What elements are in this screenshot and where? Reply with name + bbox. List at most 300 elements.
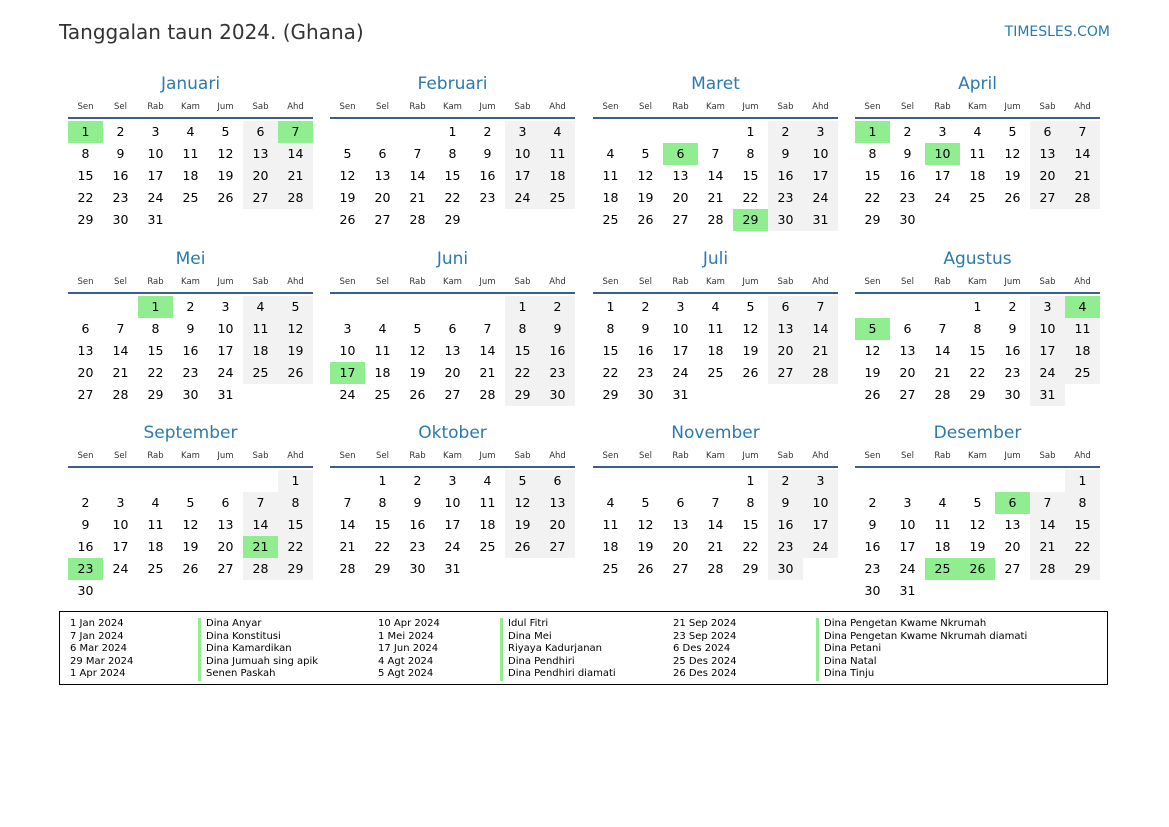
day-cell: 22: [742, 539, 759, 554]
day-cell: 25: [602, 212, 619, 227]
day-cell: 29: [864, 212, 881, 227]
day-cell: 24: [899, 561, 916, 576]
weekday-label: Ahd: [812, 102, 829, 112]
weekday-label: Kam: [968, 451, 987, 461]
day-cell: 3: [116, 495, 125, 510]
day-cell: 23: [409, 539, 426, 554]
holiday-day-cell: 23: [68, 558, 103, 580]
day-cell: 29: [602, 387, 619, 402]
day-cell: 1: [505, 296, 540, 318]
day-cell: 12: [505, 492, 540, 514]
day-cell: 3: [1030, 296, 1065, 318]
day-cell: 13: [374, 168, 391, 183]
day-cell: 2: [413, 473, 422, 488]
holiday-day-cell: 10: [925, 143, 960, 165]
day-cell: 25: [147, 561, 164, 576]
site-link[interactable]: TIMESLES.COM: [1004, 24, 1110, 40]
weekday-label: Kam: [706, 102, 725, 112]
day-cell: 18: [1065, 340, 1100, 362]
day-cell: 31: [217, 387, 234, 402]
day-cell: 18: [602, 539, 619, 554]
day-cell: 31: [444, 561, 461, 576]
day-cell: 2: [768, 470, 803, 492]
holiday-name: Dina Pengetan Kwame Nkrumah: [824, 618, 987, 629]
day-cell: 6: [540, 470, 575, 492]
day-cell: 19: [864, 365, 881, 380]
day-cell: 18: [540, 165, 575, 187]
weekday-label: Jum: [1004, 451, 1021, 461]
weekday-label: Sel: [901, 451, 914, 461]
weekday-label: Ahd: [287, 102, 304, 112]
day-cell: 1: [606, 299, 615, 314]
day-cell: 30: [409, 561, 426, 576]
day-cell: 19: [409, 365, 426, 380]
day-cell: 26: [637, 212, 654, 227]
day-cell: 7: [1030, 492, 1065, 514]
day-cell: 20: [77, 365, 94, 380]
weekday-label: Sel: [114, 102, 127, 112]
day-cell: 5: [1008, 124, 1017, 139]
day-cell: 16: [768, 165, 803, 187]
day-cell: 22: [147, 365, 164, 380]
day-cell: 17: [444, 517, 461, 532]
day-cell: 22: [602, 365, 619, 380]
day-cell: 30: [540, 384, 575, 406]
day-cell: 9: [186, 321, 195, 336]
holiday-date-column: [70, 618, 133, 681]
holiday-name: Dina Pengetan Kwame Nkrumah diamati: [824, 630, 1028, 642]
day-cell: 27: [899, 387, 916, 402]
day-cell: 22: [742, 190, 759, 205]
weekday-label: Sen: [339, 102, 356, 112]
day-cell: 3: [903, 495, 912, 510]
day-cell: 18: [602, 190, 619, 205]
holiday-name: Dina Mei: [508, 630, 552, 642]
day-cell: 7: [116, 321, 125, 336]
weekday-label: Sen: [864, 451, 881, 461]
day-cell: 6: [676, 495, 685, 510]
weekday-header: [855, 451, 1100, 463]
day-cell: 28: [707, 212, 724, 227]
weekday-label: Ahd: [812, 451, 829, 461]
day-cell: 22: [444, 190, 461, 205]
day-cell: 26: [217, 190, 234, 205]
month-name: Januari: [160, 74, 221, 94]
weekday-label: Jum: [1004, 102, 1021, 112]
day-cell: 11: [602, 517, 619, 532]
day-cell: 10: [339, 343, 356, 358]
weekday-label: Sel: [376, 277, 389, 287]
holiday-date-column: [673, 618, 737, 681]
month-name: Juni: [436, 249, 469, 269]
day-cell: 2: [483, 124, 492, 139]
month-name: Mei: [175, 249, 206, 269]
weekday-label: Sen: [602, 102, 619, 112]
day-cell: 17: [803, 514, 838, 536]
day-cell: 31: [672, 387, 689, 402]
holiday-date: 17 Jun 2024: [378, 643, 439, 654]
day-cell: 22: [969, 365, 986, 380]
header-rule: [330, 292, 575, 294]
day-cell: 23: [864, 561, 881, 576]
weekday-label: Rab: [147, 451, 164, 461]
day-cell: 4: [606, 495, 615, 510]
month-name: Agustus: [943, 249, 1012, 269]
weekday-label: Sel: [639, 102, 652, 112]
day-cell: 8: [1065, 492, 1100, 514]
day-cell: 3: [343, 321, 352, 336]
weekday-label: Sab: [1039, 102, 1056, 112]
holiday-name: Dina Kamardikan: [206, 643, 292, 654]
day-cell: 2: [868, 495, 877, 510]
weekday-label: Ahd: [287, 277, 304, 287]
day-cell: 8: [606, 321, 615, 336]
month-name: September: [143, 423, 238, 443]
day-cell: 24: [505, 187, 540, 209]
day-cell: 9: [768, 492, 803, 514]
day-cell: 17: [934, 168, 951, 183]
day-cell: 2: [641, 299, 650, 314]
day-cell: 12: [969, 517, 986, 532]
weekday-label: Sen: [339, 451, 356, 461]
day-cell: 7: [938, 321, 947, 336]
day-cell: 28: [1030, 558, 1065, 580]
day-cell: 12: [742, 321, 759, 336]
holiday-name: Dina Pendhiri: [508, 655, 575, 667]
day-cell: 6: [1030, 121, 1065, 143]
day-cell: 12: [637, 168, 654, 183]
day-cell: 13: [217, 517, 234, 532]
day-cell: 5: [221, 124, 230, 139]
day-cell: 17: [112, 539, 129, 554]
day-cell: 18: [934, 539, 951, 554]
month-name: Maret: [691, 74, 740, 94]
day-cell: 30: [1004, 387, 1021, 402]
day-cell: 2: [116, 124, 125, 139]
day-cell: 6: [81, 321, 90, 336]
day-cell: 27: [77, 387, 94, 402]
day-cell: 30: [77, 583, 94, 598]
day-cell: 15: [147, 343, 164, 358]
day-cell: 27: [672, 212, 689, 227]
day-cell: 18: [374, 365, 391, 380]
day-cell: 7: [711, 495, 720, 510]
day-cell: 13: [1004, 517, 1021, 532]
day-cell: 17: [505, 165, 540, 187]
day-cell: 26: [409, 387, 426, 402]
day-cell: 1: [746, 124, 755, 139]
day-cell: 7: [343, 495, 352, 510]
holiday-name: Idul Fitri: [508, 618, 549, 629]
month-name: Februari: [417, 74, 488, 94]
day-cell: 23: [637, 365, 654, 380]
day-cell: 23: [540, 362, 575, 384]
day-cell: 10: [444, 495, 461, 510]
day-cell: 3: [448, 473, 457, 488]
day-cell: 15: [374, 517, 391, 532]
day-cell: 19: [637, 190, 654, 205]
weekday-label: Kam: [181, 451, 200, 461]
weekday-header: [593, 277, 838, 289]
day-cell: 21: [409, 190, 426, 205]
day-cell: 14: [1030, 514, 1065, 536]
weekday-label: Ahd: [1074, 102, 1091, 112]
holiday-date: 21 Sep 2024: [673, 618, 737, 629]
weekday-label: Jum: [479, 102, 496, 112]
weekday-label: Sel: [376, 102, 389, 112]
day-cell: 1: [973, 299, 982, 314]
day-cell: 8: [746, 146, 755, 161]
day-cell: 8: [151, 321, 160, 336]
day-cell: 10: [505, 143, 540, 165]
day-cell: 2: [1008, 299, 1017, 314]
header-rule: [330, 466, 575, 468]
day-cell: 18: [147, 539, 164, 554]
day-cell: 13: [243, 143, 278, 165]
day-cell: 15: [1065, 514, 1100, 536]
weekday-label: Sen: [77, 451, 94, 461]
header-rule: [68, 117, 313, 119]
day-cell: 26: [182, 561, 199, 576]
day-cell: 5: [505, 470, 540, 492]
day-cell: 28: [707, 561, 724, 576]
day-cell: 2: [186, 299, 195, 314]
weekday-label: Sab: [514, 277, 531, 287]
day-cell: 23: [182, 365, 199, 380]
day-cell: 16: [637, 343, 654, 358]
day-cell: 2: [903, 124, 912, 139]
header-rule: [855, 292, 1100, 294]
day-cell: 23: [1004, 365, 1021, 380]
weekday-label: Sen: [864, 102, 881, 112]
day-cell: 21: [707, 190, 724, 205]
day-cell: 27: [1004, 561, 1021, 576]
weekday-label: Sel: [639, 451, 652, 461]
day-cell: 29: [77, 212, 94, 227]
day-cell: 21: [1030, 536, 1065, 558]
day-cell: 11: [243, 318, 278, 340]
holiday-name: Dina Tinju: [824, 668, 875, 679]
holiday-name: Dina Anyar: [206, 618, 262, 629]
day-cell: 19: [217, 168, 234, 183]
day-cell: 24: [803, 187, 838, 209]
day-cell: 17: [147, 168, 164, 183]
day-cell: 31: [803, 209, 838, 231]
header-rule: [68, 292, 313, 294]
day-cell: 25: [479, 539, 496, 554]
day-cell: 4: [186, 124, 195, 139]
weekday-label: Rab: [672, 277, 689, 287]
day-cell: 3: [221, 299, 230, 314]
day-cell: 9: [768, 143, 803, 165]
day-cell: 6: [378, 146, 387, 161]
weekday-label: Sel: [901, 102, 914, 112]
day-cell: 29: [505, 384, 540, 406]
weekday-label: Kam: [443, 102, 462, 112]
day-cell: 1: [448, 124, 457, 139]
day-cell: 16: [540, 340, 575, 362]
holiday-date: 7 Jan 2024: [70, 630, 124, 642]
holiday-name-column: [816, 618, 1027, 681]
day-cell: 5: [641, 146, 650, 161]
day-cell: 10: [672, 321, 689, 336]
day-cell: 9: [868, 517, 877, 532]
day-cell: 14: [934, 343, 951, 358]
day-cell: 28: [339, 561, 356, 576]
day-cell: 6: [768, 296, 803, 318]
day-cell: 17: [217, 343, 234, 358]
day-cell: 11: [182, 146, 199, 161]
day-cell: 24: [934, 190, 951, 205]
day-cell: 6: [903, 321, 912, 336]
day-cell: 6: [448, 321, 457, 336]
day-cell: 3: [938, 124, 947, 139]
day-cell: 14: [278, 143, 313, 165]
weekday-label: Rab: [934, 277, 951, 287]
month-name: Juli: [702, 249, 729, 269]
day-cell: 19: [339, 190, 356, 205]
day-cell: 22: [374, 539, 391, 554]
day-cell: 22: [864, 190, 881, 205]
day-cell: 7: [243, 492, 278, 514]
day-cell: 9: [413, 495, 422, 510]
weekday-label: Sab: [777, 451, 794, 461]
day-cell: 29: [969, 387, 986, 402]
day-cell: 15: [278, 514, 313, 536]
day-cell: 12: [339, 168, 356, 183]
holiday-list: [59, 611, 1108, 685]
weekday-label: Kam: [443, 451, 462, 461]
day-cell: 20: [540, 514, 575, 536]
day-cell: 14: [479, 343, 496, 358]
day-cell: 15: [742, 168, 759, 183]
day-cell: 24: [672, 365, 689, 380]
day-cell: 12: [864, 343, 881, 358]
day-cell: 13: [899, 343, 916, 358]
day-cell: 10: [1030, 318, 1065, 340]
weekday-label: Sel: [114, 451, 127, 461]
day-cell: 28: [278, 187, 313, 209]
day-cell: 13: [1030, 143, 1065, 165]
day-cell: 3: [151, 124, 160, 139]
day-cell: 18: [707, 343, 724, 358]
day-cell: 14: [409, 168, 426, 183]
day-cell: 9: [641, 321, 650, 336]
day-cell: 18: [243, 340, 278, 362]
day-cell: 11: [147, 517, 164, 532]
day-cell: 8: [81, 146, 90, 161]
day-cell: 24: [1030, 362, 1065, 384]
day-cell: 4: [711, 299, 720, 314]
day-cell: 17: [899, 539, 916, 554]
day-cell: 17: [1030, 340, 1065, 362]
day-cell: 13: [77, 343, 94, 358]
day-cell: 23: [768, 187, 803, 209]
day-cell: 6: [243, 121, 278, 143]
day-cell: 9: [483, 146, 492, 161]
day-cell: 5: [186, 495, 195, 510]
weekday-label: Sen: [864, 277, 881, 287]
day-cell: 7: [711, 146, 720, 161]
weekday-label: Sab: [777, 102, 794, 112]
day-cell: 5: [278, 296, 313, 318]
day-cell: 12: [637, 517, 654, 532]
day-cell: 4: [483, 473, 492, 488]
day-cell: 20: [374, 190, 391, 205]
page-title: Tanggalan taun 2024. (Ghana): [59, 20, 364, 44]
holiday-day-cell: 6: [995, 492, 1030, 514]
day-cell: 28: [1065, 187, 1100, 209]
day-cell: 22: [77, 190, 94, 205]
day-cell: 19: [742, 343, 759, 358]
day-cell: 7: [483, 321, 492, 336]
month-name: Desember: [933, 423, 1022, 443]
day-cell: 16: [409, 517, 426, 532]
weekday-label: Rab: [147, 277, 164, 287]
day-cell: 8: [448, 146, 457, 161]
day-cell: 9: [903, 146, 912, 161]
day-cell: 20: [1004, 539, 1021, 554]
day-cell: 29: [147, 387, 164, 402]
day-cell: 20: [217, 539, 234, 554]
day-cell: 4: [938, 495, 947, 510]
weekday-label: Kam: [706, 277, 725, 287]
day-cell: 22: [278, 536, 313, 558]
weekday-label: Kam: [443, 277, 462, 287]
day-cell: 15: [505, 340, 540, 362]
day-cell: 23: [479, 190, 496, 205]
day-cell: 1: [378, 473, 387, 488]
weekday-label: Sab: [1039, 277, 1056, 287]
weekday-label: Rab: [934, 102, 951, 112]
day-cell: 13: [672, 168, 689, 183]
day-cell: 15: [969, 343, 986, 358]
day-cell: 25: [182, 190, 199, 205]
weekday-label: Jum: [479, 277, 496, 287]
day-cell: 8: [868, 146, 877, 161]
holiday-name: Senen Paskah: [206, 668, 276, 679]
day-cell: 16: [77, 539, 94, 554]
day-cell: 28: [934, 387, 951, 402]
weekday-label: Rab: [409, 451, 426, 461]
day-cell: 4: [540, 121, 575, 143]
day-cell: 15: [444, 168, 461, 183]
day-cell: 16: [899, 168, 916, 183]
weekday-label: Sab: [252, 277, 269, 287]
day-cell: 28: [803, 362, 838, 384]
day-cell: 11: [479, 495, 496, 510]
weekday-header: [593, 451, 838, 463]
day-cell: 6: [221, 495, 230, 510]
day-cell: 30: [768, 209, 803, 231]
day-cell: 14: [707, 517, 724, 532]
month-name: April: [958, 74, 997, 94]
day-cell: 30: [182, 387, 199, 402]
weekday-label: Sab: [252, 102, 269, 112]
holiday-name: Riyaya Kadurjanan: [508, 643, 603, 654]
holiday-day-cell: 7: [278, 121, 313, 143]
day-cell: 27: [217, 561, 234, 576]
day-cell: 18: [182, 168, 199, 183]
day-cell: 3: [803, 121, 838, 143]
day-cell: 14: [243, 514, 278, 536]
weekday-header: [68, 451, 313, 463]
day-cell: 26: [339, 212, 356, 227]
day-cell: 9: [81, 517, 90, 532]
day-cell: 5: [343, 146, 352, 161]
weekday-label: Rab: [147, 102, 164, 112]
weekday-label: Sen: [77, 277, 94, 287]
